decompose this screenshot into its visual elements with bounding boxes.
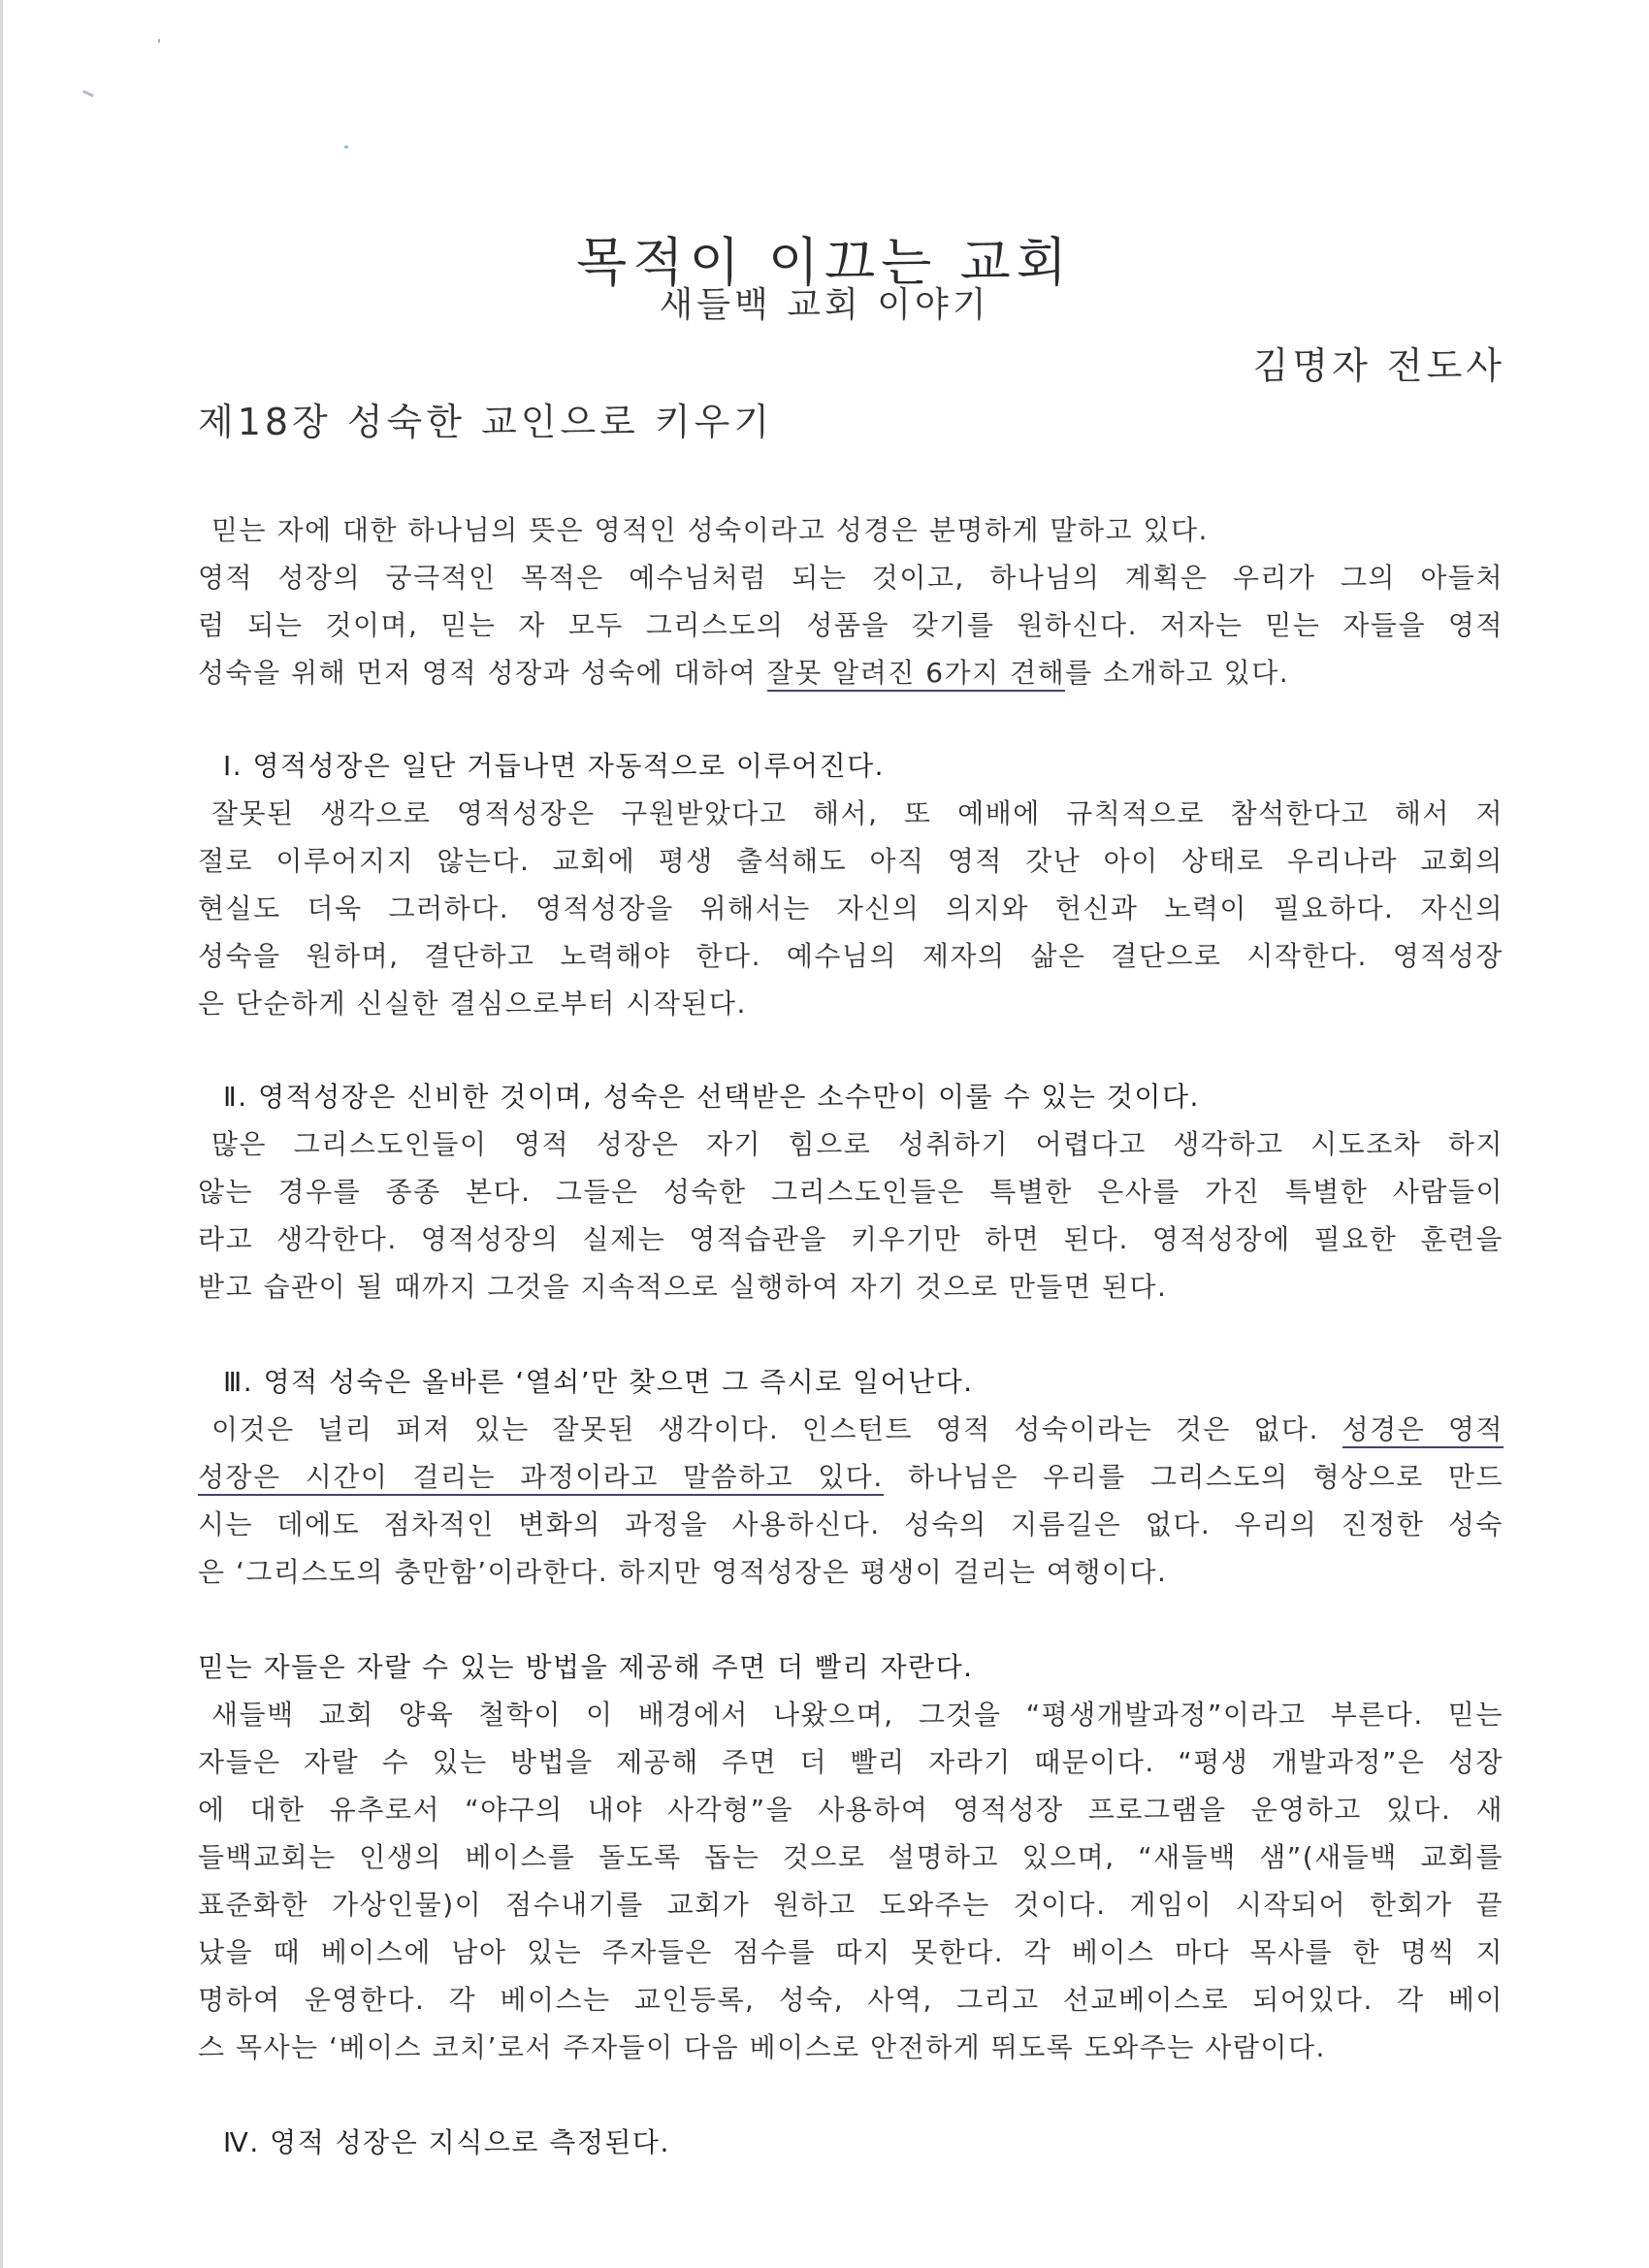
author-name: 김명자 전도사 <box>1252 344 1505 387</box>
section-4 <box>198 2119 1504 2166</box>
section-line: 성숙을 원하며, 결단하고 노력해야 한다. 예수님의 제자의 삶은 결단으로 시작한다. 영적성장 <box>198 940 1504 972</box>
section-line: 새들백 교회 양육 철학이 이 배경에서 나왔으며, 그것을 “평생개발과정”이라고 부른다. 믿는 <box>211 1699 1504 1731</box>
intro-line: 믿는 자에 대한 하나님의 뜻은 영적인 성숙이라고 성경은 분명하게 말하고 있다. <box>211 514 1209 546</box>
intro-text: 성숙을 위해 먼저 영적 성장과 성숙에 대하여 <box>198 657 767 689</box>
section-line: 스 목사는 ‘베이스 코치’로서 주자들이 다음 베이스로 안전하게 뛰도록 도와주는 사람이다. <box>198 2031 1326 2063</box>
section-text: 하나님은 우리를 그리스도의 형상으로 만드 <box>883 1461 1504 1493</box>
intro-line <box>198 649 1504 697</box>
intro-line: 럼 되는 것이며, 믿는 자 모두 그리스도의 성품을 갖기를 원하신다. 저자는 믿는 자들을 영적 <box>198 609 1504 641</box>
section-line <box>198 1453 1504 1501</box>
intro-paragraph <box>198 506 1504 697</box>
intro-text: 를 소개하고 있다. <box>1065 657 1290 689</box>
section-line: 명하여 운영한다. 각 베이스는 교인등록, 성숙, 사역, 그리고 선교베이스로 되어있다. 각 베이 <box>198 1984 1504 2016</box>
section-line: 은 단순하게 신실한 결심으로부터 시작된다. <box>198 988 747 1020</box>
scan-speck <box>344 146 348 148</box>
section-line: 현실도 더욱 그러하다. 영적성장을 위해서는 자신의 의지와 헌신과 노력이 필요하다. 자신의 <box>198 892 1504 924</box>
section-heading: Ⅳ. 영적 성장은 지식으로 측정된다. <box>223 2126 670 2158</box>
section-3 <box>198 1358 1504 1596</box>
section-line: 은 ‘그리스도의 충만함’이라한다. 하지만 영적성장은 평생이 걸리는 여행이다. <box>198 1556 1168 1588</box>
section-1 <box>198 742 1504 1027</box>
scan-speck <box>82 90 94 98</box>
document-title: 목적이 이끄는 교회 <box>576 232 1073 294</box>
section-line: 받고 습관이 될 때까지 그것을 지속적으로 실행하여 자기 것으로 만들면 된다. <box>198 1271 1168 1303</box>
section-line: 않는 경우를 종종 본다. 그들은 성숙한 그리스도인들은 특별한 은사를 가진 특별한 사람들이 <box>198 1176 1504 1208</box>
section-line <box>198 1406 1504 1453</box>
section-line: 에 대한 유추로서 “야구의 내야 사각형”을 사용하여 영적성장 프로그램을 운영하고 있다. 새 <box>198 1794 1504 1826</box>
section-line: 잘못된 생각으로 영적성장은 구원받았다고 해서, 또 예배에 규칙적으로 참석한다고 해서 저 <box>211 797 1504 829</box>
scan-edge <box>0 0 3 2268</box>
scan-speck <box>158 39 160 43</box>
intro-line: 영적 성장의 궁극적인 목적은 예수님처럼 되는 것이고, 하나님의 계획은 우리가 그의 아들처 <box>198 562 1504 594</box>
underlined-phrase: 잘못 알려진 6가지 견해 <box>767 657 1065 692</box>
section-heading: 믿는 자들은 자랄 수 있는 방법을 제공해 주면 더 빨리 자란다. <box>198 1651 974 1683</box>
section-heading: Ⅰ. 영적성장은 일단 거듭나면 자동적으로 이루어진다. <box>223 750 886 782</box>
section-heading: Ⅱ. 영적성장은 신비한 것이며, 성숙은 선택받은 소수만이 이룰 수 있는 것이다. <box>223 1081 1200 1113</box>
section-line: 시는 데에도 점차적인 변화의 과정을 사용하신다. 성숙의 지름길은 없다. 우리의 진정한 성숙 <box>198 1508 1504 1540</box>
section-line: 났을 때 베이스에 남아 있는 주자들은 점수를 따지 못한다. 각 베이스 마다 목사를 한 명씩 지 <box>198 1936 1504 1968</box>
section-line: 자들은 자랄 수 있는 방법을 제공해 주면 더 빨리 자라기 때문이다. “평생 개발과정”은 성장 <box>198 1746 1504 1778</box>
section-line: 라고 생각한다. 영적성장의 실제는 영적습관을 키우기만 하면 된다. 영적성장에 필요한 훈련을 <box>198 1223 1504 1255</box>
section-line: 절로 이루어지지 않는다. 교회에 평생 출석해도 아직 영적 갓난 아이 상태로 우리나라 교회의 <box>198 845 1504 877</box>
section-line: 들백교회는 인생의 베이스를 돌도록 돕는 것으로 설명하고 있으며, “새들백 샘”(새들백 교회를 <box>198 1841 1504 1873</box>
section-believers-grow <box>198 1643 1504 2071</box>
section-2 <box>198 1073 1504 1311</box>
section-line: 표준화한 가상인물)이 점수내기를 교회가 원하고 도와주는 것이다. 게임이 시작되어 한회가 끝 <box>198 1889 1504 1921</box>
section-text: 이것은 널리 퍼져 있는 잘못된 생각이다. 인스턴트 영적 성숙이라는 것은 없다. <box>211 1413 1342 1445</box>
section-line: 많은 그리스도인들이 영적 성장은 자기 힘으로 성취하기 어렵다고 생각하고 시도조차 하지 <box>211 1128 1504 1160</box>
chapter-heading: 제18장 성숙한 교인으로 키우기 <box>198 401 774 443</box>
underlined-phrase: 성경은 영적 <box>1342 1413 1504 1448</box>
underlined-phrase: 성장은 시간이 걸리는 과정이라고 말씀하고 있다. <box>198 1461 884 1496</box>
section-heading: Ⅲ. 영적 성숙은 올바른 ‘열쇠’만 찾으면 그 즉시로 일어난다. <box>223 1366 974 1398</box>
document-subtitle: 새들백 교회 이야기 <box>659 285 990 325</box>
